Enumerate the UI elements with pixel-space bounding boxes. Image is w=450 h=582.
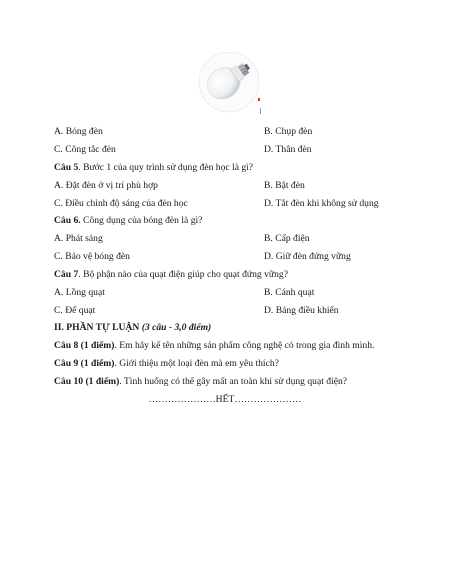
q6-label: Câu 6. [54, 215, 81, 226]
q7-question [54, 269, 288, 281]
q5-text: . Bước 1 của quy trình sử dụng đèn học là gì? [78, 162, 254, 173]
q7-option-c: C. Đế quạt [54, 305, 96, 316]
q10-text: . Tình huống có thể gây mất an toàn khi sử dụng quạt điện? [119, 376, 348, 387]
q9-label: Câu 9 (1 điểm) [54, 358, 115, 369]
q6-option-d: D. Giữ đèn đứng vững [264, 251, 351, 262]
q5-question [54, 162, 253, 174]
q4-option-d: D. Thân đèn [264, 144, 312, 155]
end-marker: …………………HẾT………………… [148, 394, 302, 405]
q5-option-d: D. Tắt đèn khi không sử dụng [264, 198, 379, 209]
q8-question [54, 340, 374, 352]
q4-option-c: C. Công tắc đèn [54, 144, 116, 155]
q4-option-a: A. Bóng đèn [54, 126, 103, 137]
light-bulb-icon [194, 52, 264, 114]
q5-label: Câu 5 [54, 162, 79, 173]
q7-label: Câu 7 [54, 269, 79, 280]
q7-option-a: A. Lồng quạt [54, 287, 105, 298]
q6-text: Công dụng của bóng đèn là gì? [80, 215, 203, 226]
q7-option-b: B. Cánh quạt [264, 287, 315, 298]
q5-option-c: C. Điều chỉnh độ sáng của đèn học [54, 198, 188, 209]
q6-option-a: A. Phát sáng [54, 233, 103, 244]
q8-text: . Em hãy kể tên những sản phẩm công nghệ có trong gia đình mình. [114, 340, 375, 351]
q9-text: . Giới thiệu một loại đèn mà em yêu thích? [114, 358, 279, 369]
section-2-note: (3 câu - 3,0 điểm) [139, 322, 212, 333]
light-bulb-image [194, 52, 264, 114]
q4-option-b: B. Chụp đèn [264, 126, 313, 137]
q6-question [54, 215, 202, 227]
q8-label: Câu 8 (1 điểm) [54, 340, 115, 351]
q6-option-b: B. Cấp điện [264, 233, 310, 244]
q5-option-a: A. Đặt đèn ở vị trí phù hợp [54, 180, 158, 191]
q6-option-c: C. Bảo vệ bóng đèn [54, 251, 130, 262]
q7-text: . Bộ phận nào của quạt điện giúp cho quạt đứng vững? [78, 269, 288, 280]
q10-label: Câu 10 (1 điểm) [54, 376, 120, 387]
section-2-title: II. PHẦN TỰ LUẬN [54, 322, 140, 333]
q9-question [54, 358, 279, 370]
q7-option-d: D. Bảng điều khiển [264, 305, 339, 316]
q10-question [54, 376, 347, 388]
section-2-heading [54, 322, 211, 334]
q5-option-b: B. Bật đèn [264, 180, 305, 191]
